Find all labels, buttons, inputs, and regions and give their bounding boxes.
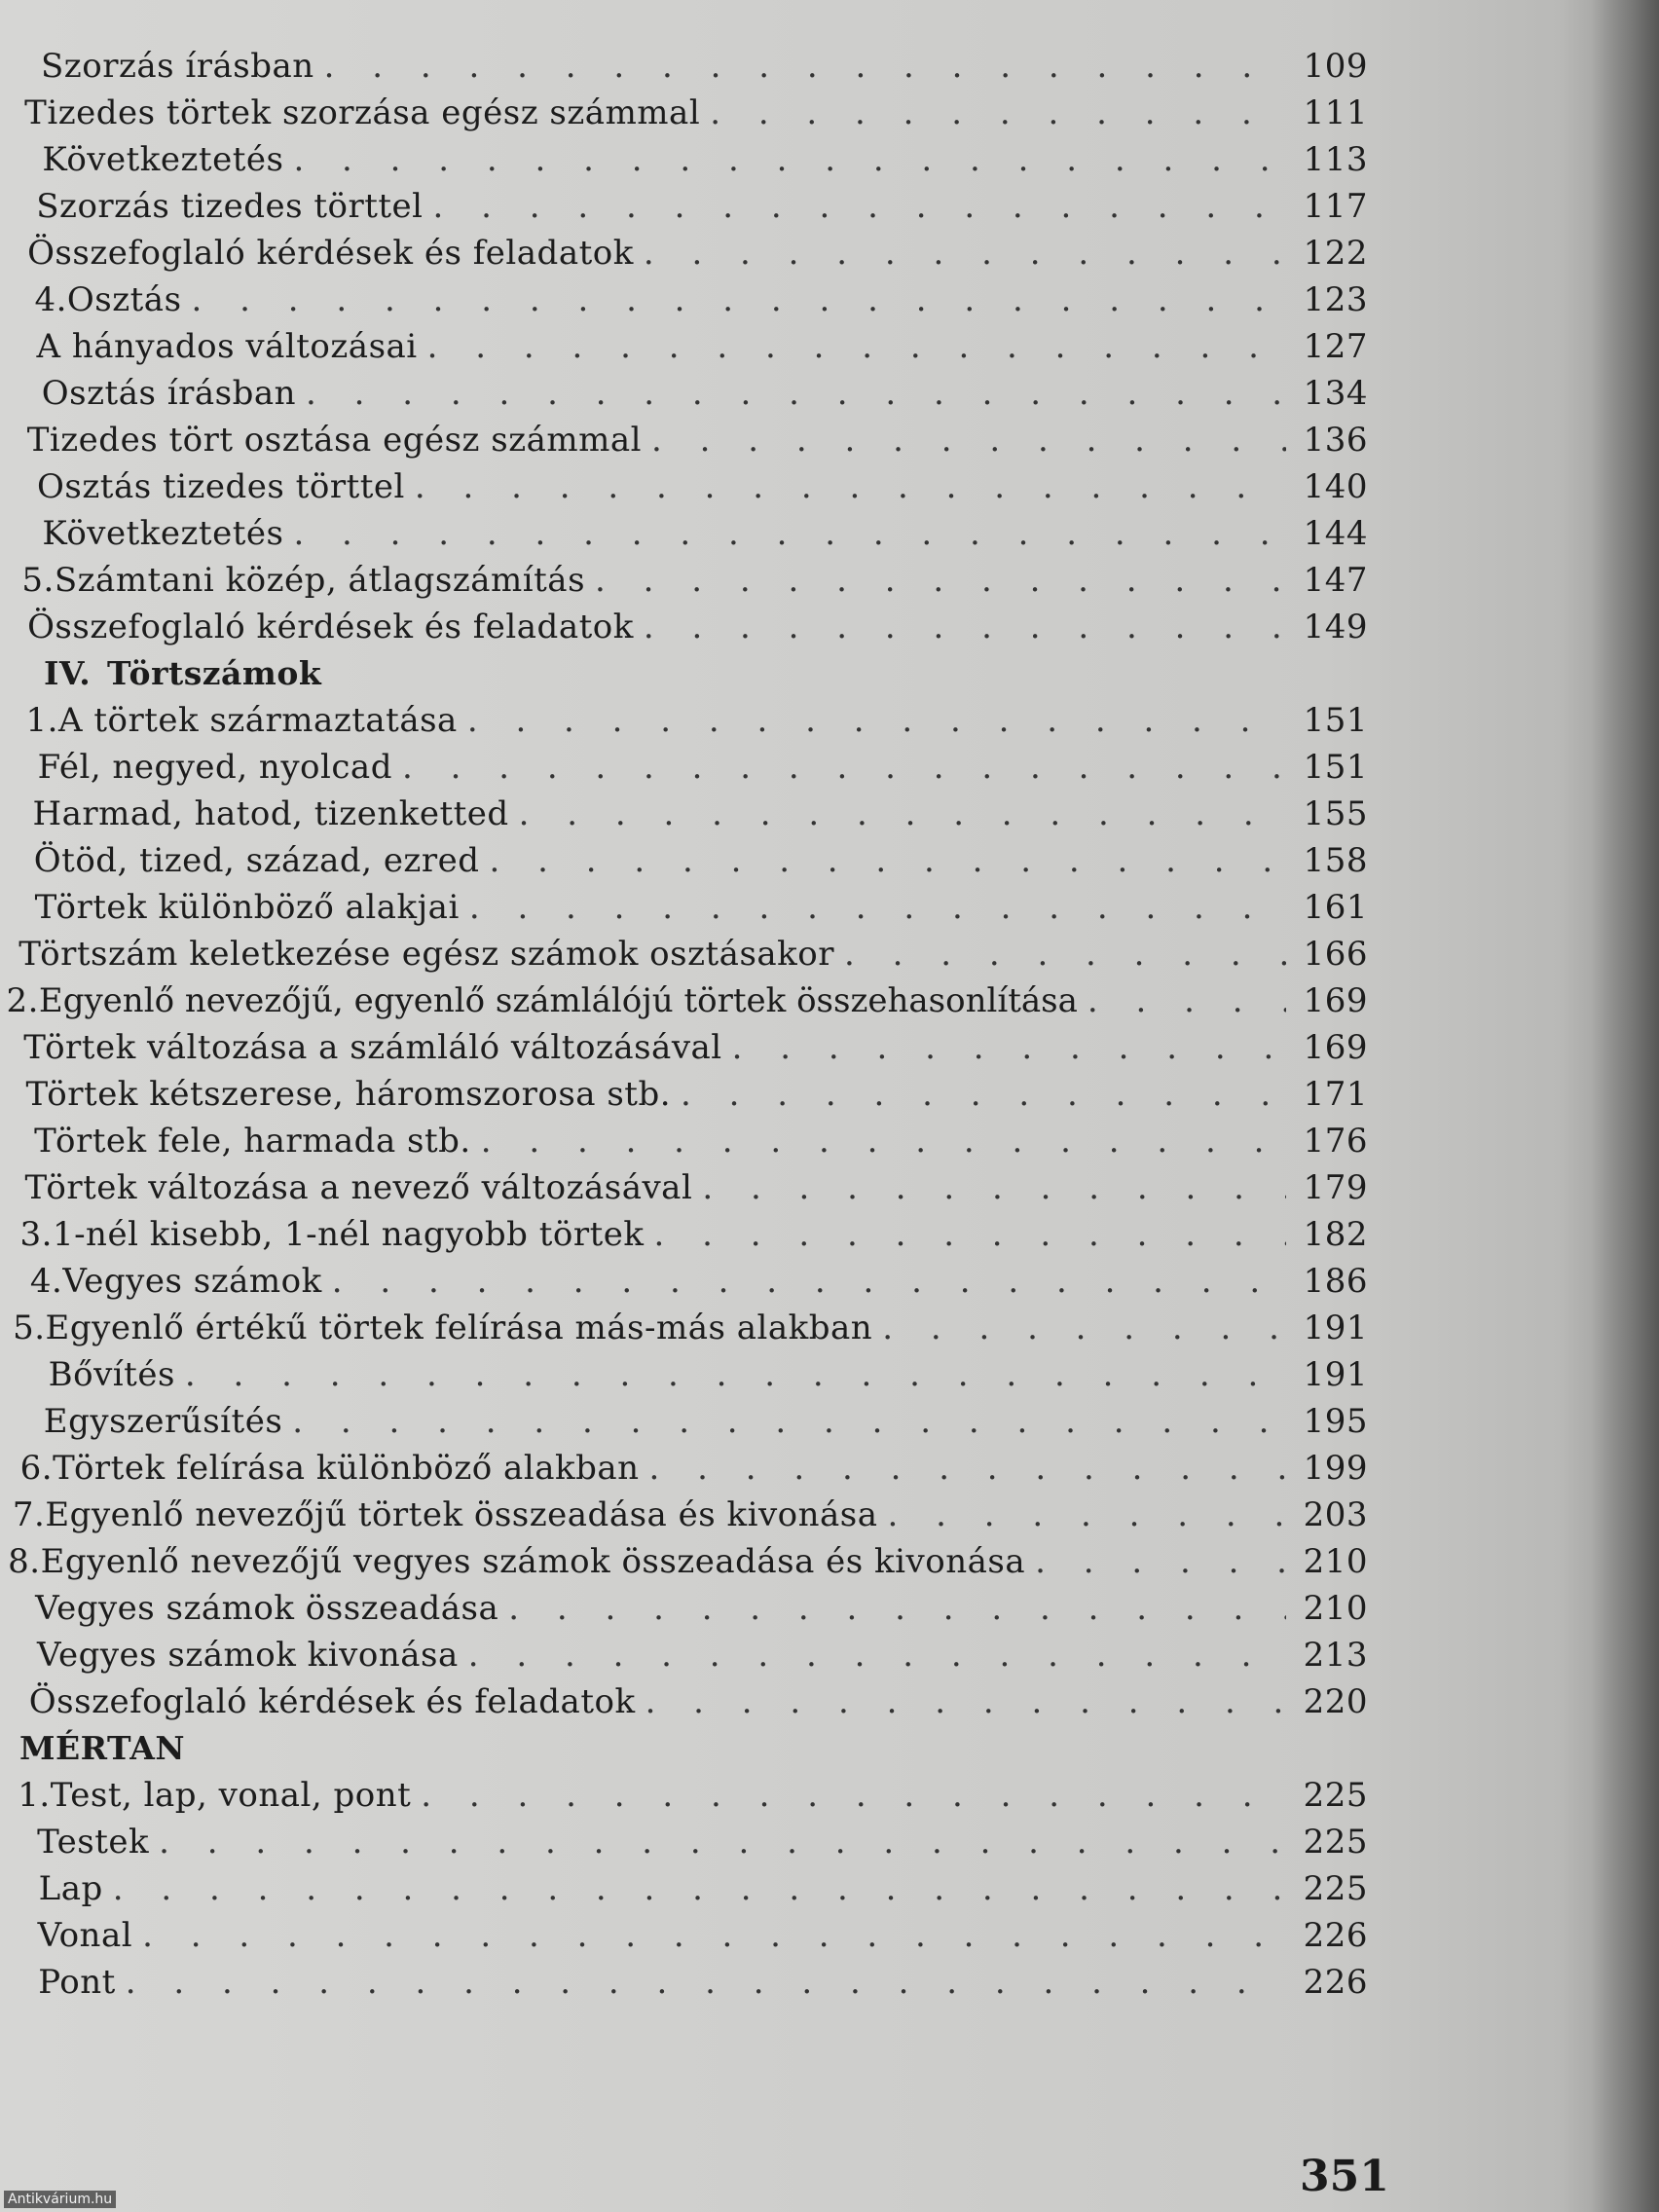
toc-entry-page: 225 [1303, 1823, 1368, 1862]
toc-entry-page: 158 [1303, 841, 1368, 880]
toc-entry-page: 199 [1303, 1449, 1368, 1488]
dot-leader [292, 1402, 1286, 1441]
toc-entry-title: Egyenlő nevezőjű, egyenlő számlálójú törtek összehasonlítása [38, 981, 1078, 1020]
toc-entry-title: Vegyes számok összeadása [35, 1589, 499, 1628]
toc-entry-title: 1-nél kisebb, 1-nél nagyobb törtek [52, 1215, 645, 1254]
toc-entry [0, 1075, 1368, 1118]
dot-leader [649, 1449, 1287, 1488]
toc-entry-title: Test, lap, vonal, pont [50, 1776, 412, 1815]
toc-entry [0, 1309, 1368, 1351]
toc-entry-title: Lap [38, 1869, 103, 1908]
toc-entry-title: Vegyes számok [62, 1262, 322, 1301]
toc-entry-title: Ötöd, tized, század, ezred [33, 841, 480, 880]
toc-entry-title: A hányados változásai [36, 327, 418, 366]
toc-entry-page: 171 [1303, 1075, 1368, 1114]
toc-entry-page: 166 [1303, 935, 1368, 974]
toc-entry-title: Osztás [66, 280, 182, 319]
dot-leader [490, 841, 1287, 880]
toc-chapter-title: Törtszámok [107, 654, 322, 692]
toc-section-title: MÉRTAN [19, 1729, 186, 1767]
toc-entry [0, 748, 1368, 791]
toc-entry-title: Összefoglaló kérdések és feladatok [27, 234, 634, 273]
toc-entry-page: 226 [1303, 1963, 1368, 2002]
toc-entry-number: 1. [25, 701, 58, 740]
dot-leader [113, 1869, 1286, 1908]
toc-entry-title: Számtani közép, átlagszámítás [54, 561, 586, 600]
toc-entry-number: 2. [6, 981, 39, 1020]
toc-entry-page: 176 [1303, 1122, 1368, 1161]
toc-entry-title: Törtek fele, harmada stb. [34, 1122, 471, 1161]
toc-entry-page: 136 [1303, 421, 1368, 460]
dot-leader [126, 1963, 1286, 2002]
toc-entry-number: 4. [29, 1262, 63, 1301]
toc-entry-number: 3. [19, 1215, 53, 1254]
toc-entry [0, 1168, 1368, 1211]
toc-entry-page: 225 [1303, 1776, 1368, 1815]
dot-leader [421, 1776, 1286, 1815]
dot-leader [481, 1122, 1286, 1161]
toc-entry-page: 140 [1303, 467, 1368, 506]
toc-entry-page: 111 [1303, 93, 1368, 132]
dot-leader [702, 1168, 1286, 1207]
toc-entry-page: 213 [1303, 1636, 1368, 1675]
toc-entry [0, 608, 1368, 650]
toc-entry [0, 1262, 1368, 1305]
toc-entry [0, 1215, 1368, 1258]
dot-leader [467, 701, 1286, 740]
toc-entry-page: 226 [1303, 1916, 1368, 1955]
toc-entry-page: 220 [1303, 1682, 1368, 1721]
toc-entry [0, 47, 1368, 90]
toc-entry-title: Egyenlő értékű törtek felírása más-más alakban [45, 1309, 873, 1347]
dot-leader [293, 140, 1286, 179]
dot-leader [888, 1495, 1286, 1534]
dot-leader [402, 748, 1286, 787]
toc-entry [0, 93, 1368, 136]
dot-leader [332, 1262, 1286, 1301]
toc-entry-title: Következtetés [42, 140, 284, 179]
dot-leader [185, 1355, 1286, 1394]
toc-entry-title: Törtszám keletkezése egész számok osztásakor [18, 935, 834, 974]
toc-entry-title: Törtek kétszerese, háromszorosa stb. [25, 1075, 672, 1114]
toc-entry-title: Összefoglaló kérdések és feladatok [27, 608, 634, 646]
toc-entry-page: 151 [1303, 701, 1368, 740]
toc-entry-page: 169 [1303, 981, 1368, 1020]
toc-entry-page: 155 [1303, 794, 1368, 833]
dot-leader [192, 280, 1286, 319]
toc-entry-page: 147 [1303, 561, 1368, 600]
toc-entry-title: Osztás írásban [41, 374, 296, 413]
dot-leader [159, 1823, 1286, 1862]
toc-entry-title: Pont [38, 1963, 116, 2002]
toc-entry-title: Vegyes számok kivonása [37, 1636, 459, 1675]
toc-entry [0, 1495, 1368, 1538]
toc-entry-number: 7. [12, 1495, 46, 1534]
dot-leader [519, 794, 1286, 833]
toc-entry-page: 149 [1303, 608, 1368, 646]
dot-leader [595, 561, 1286, 600]
dot-leader [1035, 1542, 1286, 1581]
toc-entry-number: 8. [8, 1542, 41, 1581]
dot-leader [645, 1682, 1286, 1721]
dot-leader [427, 327, 1286, 366]
toc-entry-page: 186 [1303, 1262, 1368, 1301]
dot-leader [469, 888, 1286, 927]
toc-entry-title: Vonal [37, 1916, 133, 1955]
dot-leader [644, 608, 1286, 646]
dot-leader [1088, 981, 1286, 1020]
page-number: 351 [1300, 2152, 1389, 2201]
toc-entry [0, 981, 1368, 1024]
toc-section-heading [0, 1729, 1368, 1772]
dot-leader [306, 374, 1286, 413]
toc-entry-page: 123 [1303, 280, 1368, 319]
toc-entry [0, 1122, 1368, 1164]
toc-entry-page: 151 [1303, 748, 1368, 787]
toc-entry-page: 134 [1303, 374, 1368, 413]
toc-entry-title: Harmad, hatod, tizenketted [32, 794, 509, 833]
watermark: Antikvárium.hu [4, 2191, 116, 2208]
toc-entry [0, 1449, 1368, 1492]
dot-leader [844, 935, 1286, 974]
toc-entry [0, 140, 1368, 183]
dot-leader [468, 1636, 1286, 1675]
dot-leader [710, 93, 1286, 132]
toc-entry-page: 117 [1303, 187, 1368, 226]
toc-entry [0, 1636, 1368, 1678]
toc-entry-page: 191 [1303, 1355, 1368, 1394]
toc-entry [0, 421, 1368, 463]
toc-entry [0, 888, 1368, 931]
toc-entry-number: 6. [19, 1449, 54, 1488]
toc-entry-number: 5. [21, 561, 55, 600]
toc-entry-title: A törtek származtatása [57, 701, 458, 740]
toc-entry-title: Egyenlő nevezőjű vegyes számok összeadása és kivonása [40, 1542, 1026, 1581]
toc-entry [0, 1963, 1368, 2006]
toc-entry-title: Egyszerűsítés [43, 1402, 283, 1441]
toc-entry-title: Bővítés [48, 1355, 175, 1394]
toc-entry-title: Szorzás tizedes törttel [36, 187, 424, 226]
toc-entry [0, 935, 1368, 977]
toc-entry [0, 1682, 1368, 1725]
dot-leader [644, 234, 1286, 273]
dot-leader [732, 1028, 1286, 1067]
toc-entry [0, 1916, 1368, 1959]
toc-entry-title: Osztás tizedes törttel [37, 467, 405, 506]
toc-entry [0, 280, 1368, 323]
toc-entry-title: Törtek változása a számláló változásával [23, 1028, 722, 1067]
toc-entry [0, 841, 1368, 884]
toc-entry [0, 1869, 1368, 1912]
toc-entry [0, 187, 1368, 230]
dot-leader [651, 421, 1286, 460]
toc-entry [0, 561, 1368, 604]
toc-entry-title: Tizedes tört osztása egész számmal [26, 421, 643, 460]
toc-entry [0, 234, 1368, 276]
toc-entry-title: Egyenlő nevezőjű törtek összeadása és kivonása [45, 1495, 878, 1534]
toc-entry [0, 1776, 1368, 1819]
toc-entry-page: 144 [1303, 514, 1368, 553]
toc-entry-number: 1. [18, 1776, 51, 1815]
toc-entry-title: Fél, negyed, nyolcad [37, 748, 392, 787]
toc-entry-title: Szorzás írásban [41, 47, 314, 86]
toc-entry-title: Törtek felírása különböző alakban [53, 1449, 640, 1488]
toc-entry-page: 210 [1303, 1542, 1368, 1581]
toc-entry-page: 113 [1303, 140, 1368, 179]
toc-entry-page: 195 [1303, 1402, 1368, 1441]
dot-leader [415, 467, 1286, 506]
toc-entry-number: 5. [13, 1309, 46, 1347]
toc-entry [0, 1355, 1368, 1398]
toc-entry [0, 467, 1368, 510]
toc-entry-title: Következtetés [42, 514, 284, 553]
toc-entry [0, 1589, 1368, 1632]
toc-entry [0, 327, 1368, 370]
dot-leader [142, 1916, 1286, 1955]
dot-leader [654, 1215, 1287, 1254]
toc-entry-page: 225 [1303, 1869, 1368, 1908]
toc-entry [0, 1402, 1368, 1445]
toc-entry-page: 210 [1303, 1589, 1368, 1628]
toc-entry-page: 182 [1303, 1215, 1368, 1254]
toc-entry-page: 109 [1303, 47, 1368, 86]
toc-entry-page: 161 [1303, 888, 1368, 927]
book-spine-shadow [1591, 0, 1659, 2212]
toc-entry [0, 374, 1368, 417]
dot-leader [681, 1075, 1286, 1114]
dot-leader [293, 514, 1286, 553]
toc-entry-page: 179 [1303, 1168, 1368, 1207]
toc-entry [0, 794, 1368, 837]
toc-entry [0, 1823, 1368, 1865]
dot-leader [882, 1309, 1286, 1347]
toc-entry-page: 122 [1303, 234, 1368, 273]
toc-entry-page: 127 [1303, 327, 1368, 366]
toc-entry-title: Testek [37, 1823, 150, 1862]
toc-entry-title: Törtek különböző alakjai [34, 888, 460, 927]
dot-leader [324, 47, 1286, 86]
toc-chapter-heading [0, 654, 1368, 697]
toc-chapter-number: IV. [44, 654, 92, 692]
dot-leader [508, 1589, 1286, 1628]
toc-entry-title: Tizedes törtek szorzása egész számmal [24, 93, 701, 132]
toc-entry-title: Összefoglaló kérdések és feladatok [28, 1682, 636, 1721]
toc-entry-page: 169 [1303, 1028, 1368, 1067]
toc-entry [0, 1542, 1368, 1585]
dot-leader [433, 187, 1286, 226]
toc-entry-title: Törtek változása a nevező változásával [24, 1168, 693, 1207]
toc-entry [0, 701, 1368, 744]
toc-entry-page: 191 [1303, 1309, 1368, 1347]
toc-entry-number: 4. [34, 280, 67, 319]
toc-entry [0, 1028, 1368, 1071]
toc-entry [0, 514, 1368, 557]
toc-entry-page: 203 [1303, 1495, 1368, 1534]
